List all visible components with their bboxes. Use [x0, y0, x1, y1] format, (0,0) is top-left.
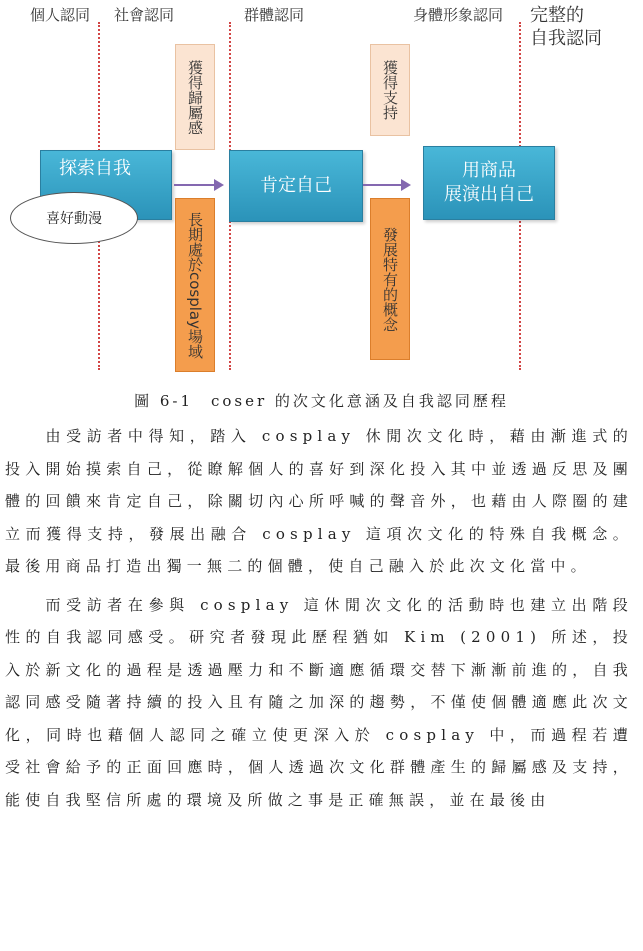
body-text — [5, 420, 633, 822]
phase-label-body-image: 身體形象認同 — [413, 6, 504, 24]
paragraph: 由受訪者中得知，踏入 cosplay 休閒次文化時，藉由漸進式的投入開始摸索自己，從瞭解個人的喜好到深化投入其中並透過反思及團體的回饋來肯定自己，除關切內心所呼喊的聲音外，也藉由人際圈的建立而獲得支持，發展出融合 cosplay 這項次文化的特殊自我概念。最後用商品打造出獨一無二的個體，使自己融入於此次文化當中。 — [5, 427, 633, 575]
phase-label-social: 社會認同 — [114, 6, 175, 24]
peach-box-belonging: 獲得歸屬感 — [175, 44, 215, 150]
box-explore-self: 探索自我 — [40, 150, 172, 220]
arrow-icon — [363, 184, 403, 186]
phase-label-group: 群體認同 — [244, 6, 305, 24]
box-affirm-self: 肯定自己 — [229, 150, 363, 222]
peach-box-support: 獲得支持 — [370, 44, 410, 136]
ellipse-anime-interest: 喜好動漫 — [10, 192, 138, 244]
identity-process-diagram — [0, 0, 643, 380]
orange-box-long-term: 長期處於cosplay場域 — [175, 198, 215, 372]
phase-label-personal: 個人認同 — [30, 6, 91, 24]
figure-caption: 圖 6-1 coser 的次文化意涵及自我認同歷程 — [134, 392, 509, 410]
paragraph: 而受訪者在參與 cosplay 這休閒次文化的活動時也建立出階段性的自我認同感受。研究者發現此歷程猶如 Kim (2001) 所述，投入於新文化的過程是透過壓力和不斷適應循環交替下漸漸前進的，自我認同感受隨著持續的投入且有隨之加深的趨勢，不僅使個體適應此次文化，同時也藉個人認同之確立使更深入於 cosplay 中，而過程若遭受社會給予的正面回應時，個人透過次文化群體產生的歸屬感及支持，能使自我堅信所處的環境及所做之事是正確無誤，並在最後由 — [5, 595, 633, 809]
phase-label-complete — [530, 4, 602, 50]
orange-box-unique-concept: 發展特有的概念 — [370, 198, 410, 360]
box-display-self: 用商品 展演出自己 — [423, 146, 555, 220]
phase-label-line: 完整的 — [530, 5, 584, 26]
arrow-icon — [174, 184, 216, 186]
phase-label-line: 自我認同 — [530, 28, 602, 49]
